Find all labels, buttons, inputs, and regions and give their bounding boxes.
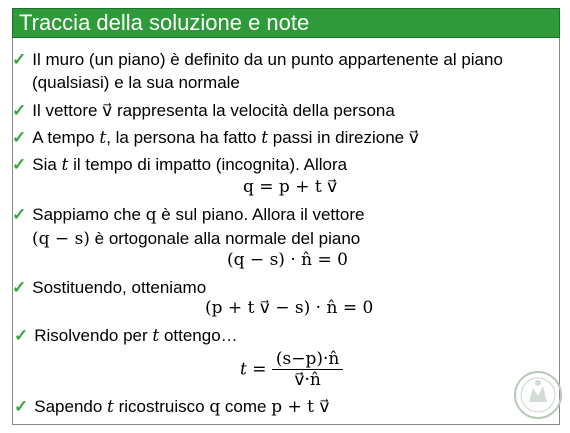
bullet-8: ✓ Sapendo t ricostruisco q come p + t v⃗	[14, 397, 330, 417]
bullet-3: ✓ A tempo t, la persona ha fatto t passi in direzione v⃗	[12, 128, 419, 148]
check-icon: ✓	[12, 101, 27, 120]
bullet-5-line-2: (q − s) è ortogonale alla normale del piano	[32, 229, 361, 249]
check-icon: ✓	[12, 128, 27, 147]
check-icon: ✓	[12, 278, 27, 297]
equation-4: t = $\frac{(s-p)\cdot n̂}{v⃗\cdot n̂}$	[240, 349, 343, 390]
bullet-7: ✓ Risolvendo per t ottengo…	[14, 326, 238, 346]
bullet-5: ✓ Sappiamo che q è sul piano. Allora il vettore	[12, 205, 365, 225]
check-icon: ✓	[14, 326, 29, 345]
check-icon: ✓	[14, 397, 29, 416]
university-seal-icon	[513, 370, 563, 420]
slide-title-bar	[12, 8, 560, 38]
bullet-1-line-2: (qualsiasi) e la sua normale	[32, 73, 240, 92]
fraction-denominator: v⃗·n̂	[294, 370, 321, 390]
bullet-1: ✓ Il muro (un piano) è definito da un punto appartenente al piano	[12, 50, 503, 69]
check-icon: ✓	[12, 205, 27, 224]
fraction-numerator: (s−p)·n̂	[272, 349, 343, 370]
equation-3: (p + t v⃗ − s) · n̂ = 0	[205, 298, 374, 318]
slide-title: Traccia della soluzione e note	[19, 10, 310, 35]
equation-2: (q − s) · n̂ = 0	[227, 250, 348, 270]
bullet-2: ✓ Il vettore v⃗ rappresenta la velocità della persona	[12, 101, 395, 121]
check-icon: ✓	[12, 50, 27, 69]
bullet-6: ✓ Sostituendo, otteniamo	[12, 278, 207, 297]
equation-1: q = p + t v⃗	[243, 177, 338, 197]
bullet-4: ✓ Sia t il tempo di impatto (incognita). Allora	[12, 155, 348, 175]
fraction	[272, 349, 343, 390]
check-icon: ✓	[12, 155, 27, 174]
